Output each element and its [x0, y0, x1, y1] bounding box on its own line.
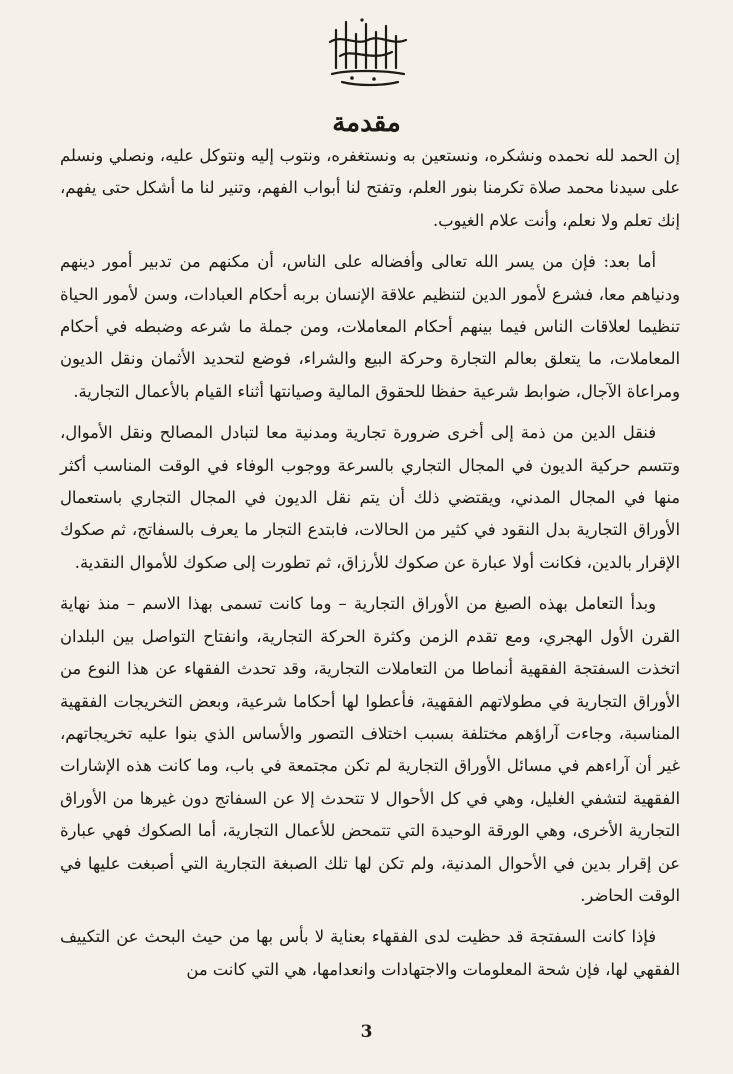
- paragraph-2: أما بعد: فإن من يسر الله تعالى وأفضاله على الناس، أن مكنهم من تدبير أمور دينهم ودنياهم معا، فشرع لأمور الدين لتنظيم علاقة الإنسان بربه أحكام العبادات، وسن لأمور الحياة تنظيما لعلاقات الناس فيما بينهم أحكام المعاملات، ومن جملة ما شرعه وضبطه في أحكام المعاملات، ما يتعلق بعالم التجارة وحركة البيع والشراء، فوضع لتحديد الأثمان ونقل الديون ومراعاة الآجال، ضوابط شرعية حفظا للحقوق المالية وصيانتها أثناء القيام بالأعمال التجارية.: [60, 252, 680, 401]
- paragraph-1: إن الحمد لله نحمده ونشكره، ونستعين به ونستغفره، ونتوب إليه ونتوكل عليه، ونصلي ونسلم على سيدنا محمد صلاة تكرمنا بنور العلم، وتفتح لنا أبواب الفهم، وتنير لنا ما أشكل حتى يفهم، إنك تعلم ولا نعلم، وأنت علام الغيوب.: [60, 146, 680, 230]
- basmala-calligraphy-icon: [312, 12, 422, 92]
- page-title: مقدمة: [332, 108, 401, 138]
- paragraph-4: وبدأ التعامل بهذه الصيغ من الأوراق التجارية – وما كانت تسمى بهذا الاسم – منذ نهاية القرن الأول الهجري، ومع تقدم الزمن وكثرة الحركة التجارية، وانفتاح التواصل بين البلدان اتخذت السفتجة الفقهية أنماطا من التعاملات التجارية، وقد تحدث الفقهاء عن هذا النوع من الأوراق التجارية في مطولاتهم الفقهية، فأعطوا لها أحكاما شرعية، وبعض التخريجات الفقهية المناسبة، وجاءت آراؤهم مختلفة بسبب اختلاف التصور والأساس الذي بنوا عليه تخريجاتهم، غير أن آراءهم في مسائل الأوراق التجارية لم تكن مجتمعة في باب، وما كانت هذه الإشارات الفقهية لتشفي الغليل، وهي في كل الأحوال لا تتحدث إلا عن السفاتج دون غيرها من الأوراق التجارية الأخرى، وهي الورقة الوحيدة التي تتمحض للأعمال التجارية، أما الصكوك فهي عبارة عن إقرار بدين في الأحوال المدنية، ولم تكن لها تلك الصبغة التجارية التي أصبغت عليها في الوقت الحاضر.: [60, 594, 680, 905]
- basmala-header: [0, 12, 733, 92]
- paragraph-5: فإذا كانت السفتجة قد حظيت لدى الفقهاء بعناية لا بأس بها من حيث البحث عن التكييف الفقهي لها، فإن شحة المعلومات والاجتهادات وانعدامها، هي التي كانت من: [60, 927, 680, 979]
- paragraph-3: فنقل الدين من ذمة إلى أخرى ضرورة تجارية ومدنية معا لتبادل المصالح ونقل الأموال، وتتسم حركية الديون في المجال التجاري بالسرعة ووجوب الوفاء في الوقت المناسب أكثر منها في المجال المدني، ويقتضي ذلك أن يتم نقل الديون في المجال التجاري باستعمال الأوراق التجارية بدل النقود في كثير من الحالات، فابتدع التجار ما يعرف بالسفاتج، ثم صكوك الإقرار بالدين، فكانت أولا عبارة عن صكوك للأرزاق، ثم تطورت إلى صكوك للأموال النقدية.: [60, 423, 680, 572]
- body-text: [60, 140, 680, 995]
- page-number: 3: [360, 1022, 373, 1042]
